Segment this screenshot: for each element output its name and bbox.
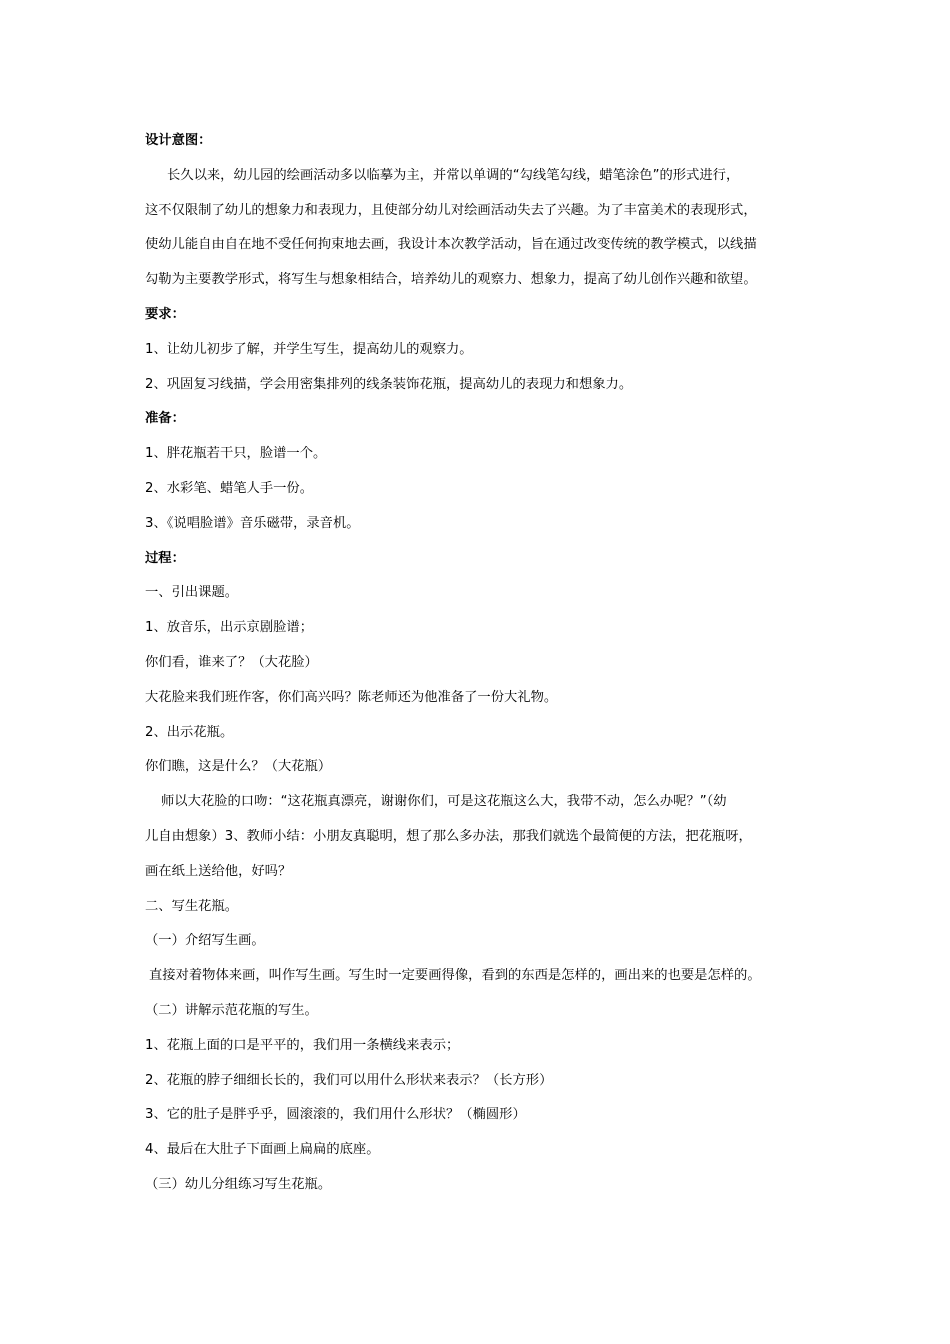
process-line: 2、出示花瓶。 — [145, 724, 234, 740]
list-item: 1、胖花瓶若干只，脸谱一个。 — [145, 446, 327, 462]
heading-requirements: 要求： — [145, 306, 185, 322]
heading-design-intent: 设计意图： — [145, 133, 212, 148]
process-line: 儿自由想象）3、教师小结：小朋友真聪明，想了那么多办法，那我们就选个最简便的方法，把花瓶呀， — [145, 828, 752, 844]
process-line: 4、最后在大肚子下面画上扁扁的底座。 — [145, 1142, 380, 1158]
process-line: 1、花瓶上面的口是平平的，我们用一条横线来表示； — [145, 1037, 460, 1053]
list-item: 1、让幼儿初步了解，并学生写生，提高幼儿的观察力。 — [145, 341, 473, 357]
process-line: 大花脸来我们班作客，你们高兴吗？陈老师还为他准备了一份大礼物。 — [145, 689, 558, 705]
process-line: （三）幼儿分组练习写生花瓶。 — [145, 1176, 332, 1192]
process-line: 3、它的肚子是胖乎乎，圆滚滚的，我们用什么形状？（椭圆形） — [145, 1107, 526, 1123]
process-line: 2、花瓶的脖子细细长长的，我们可以用什么形状来表示？（长方形） — [145, 1072, 553, 1088]
process-line: 二、写生花瓶。 — [145, 898, 239, 914]
paragraph-line: 勾勒为主要教学形式，将写生与想象相结合，培养幼儿的观察力、想象力，提高了幼儿创作兴趣和欲望。 — [145, 272, 757, 288]
process-line: 你们瞧，这是什么？（大花瓶） — [145, 759, 332, 775]
process-line: 一、引出课题。 — [145, 585, 239, 601]
process-line: （二）讲解示范花瓶的写生。 — [145, 1002, 318, 1018]
paragraph-line: 这不仅限制了幼儿的想象力和表现力，且使部分幼儿对绘画活动失去了兴趣。为了丰富美术的表现形式， — [145, 202, 757, 218]
heading-process: 过程： — [145, 550, 185, 566]
list-item: 2、水彩笔、蜡笔人手一份。 — [145, 480, 314, 496]
paragraph-line: 使幼儿能自由自在地不受任何拘束地去画，我设计本次教学活动，旨在通过改变传统的教学模式，以线描 — [145, 237, 757, 253]
process-line: 你们看，谁来了？（大花脸） — [145, 654, 318, 670]
paragraph-line: 长久以来，幼儿园的绘画活动多以临摹为主，并常以单调的“勾线笔勾线，蜡笔涂色”的形式进行， — [167, 167, 740, 183]
list-item: 3、《说唱脸谱》音乐磁带，录音机。 — [145, 515, 360, 531]
process-line: 直接对着物体来画，叫作写生画。写生时一定要画得像，看到的东西是怎样的，画出来的也要是怎样的。 — [149, 968, 761, 984]
process-line: （一）介绍写生画。 — [145, 933, 265, 949]
document-page — [145, 124, 810, 1203]
heading-preparation: 准备： — [145, 411, 185, 427]
list-item: 2、巩固复习线描，学会用密集排列的线条装饰花瓶，提高幼儿的表现力和想象力。 — [145, 376, 633, 392]
process-line: 师以大花脸的口吻：“这花瓶真漂亮，谢谢你们，可是这花瓶这么大，我带不动，怎么办呢？”（幼 — [161, 794, 727, 810]
process-line: 1、放音乐，出示京剧脸谱； — [145, 620, 314, 636]
process-line: 画在纸上送给他，好吗？ — [145, 863, 292, 879]
